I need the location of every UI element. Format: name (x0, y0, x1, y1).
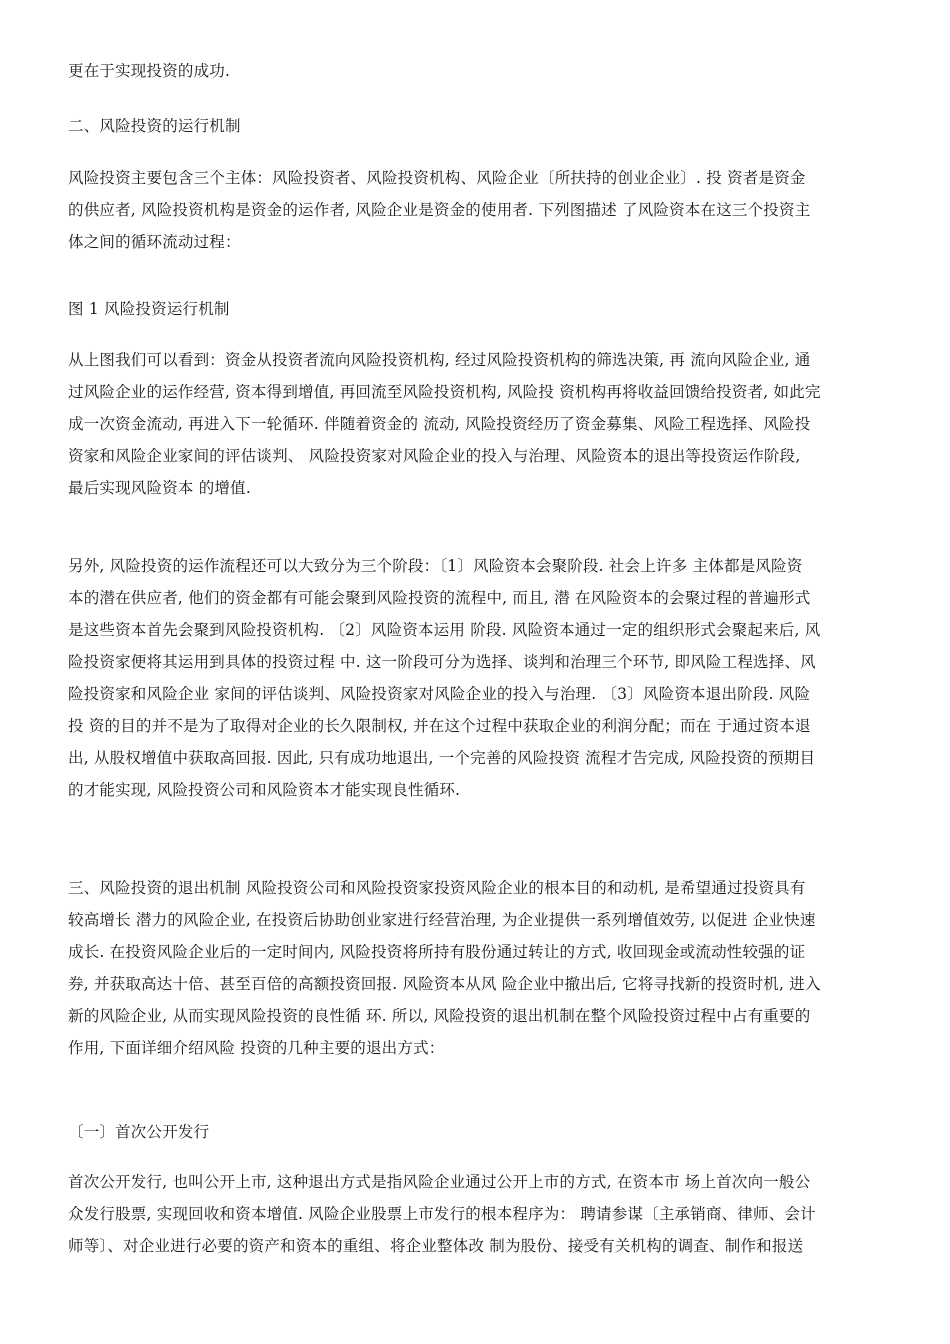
paragraph-ipo (68, 1166, 884, 1262)
paragraph-exit-mechanism (68, 872, 884, 1064)
text-line: 较高增长 潜力的风险企业, 在投资后协助创业家进行经营治理, 为企业提供一系列增值效劳, 以促进 企业快速 (68, 911, 816, 929)
text-line: 最后实现风险资本 的增值. (68, 479, 251, 497)
text-line: 首次公开发行, 也叫公开上市, 这种退出方式是指风险企业通过公开上市的方式, 在资本市 场上首次向一般公 (68, 1173, 811, 1191)
heading-text: 二、风险投资的运行机制 (68, 117, 241, 135)
paragraph-three-stages (68, 550, 884, 806)
text-line: 新的风险企业, 从而实现风险投资的良性循 环. 所以, 风险投资的退出机制在整个风险投资过程中占有重要的 (68, 1007, 811, 1025)
paragraph-three-subjects (68, 162, 884, 258)
text-line: 众发行股票, 实现回收和资本增值. 风险企业股票上市发行的根本程序为： 聘请参谋〔主承销商、律师、会计 (68, 1205, 816, 1223)
text-line: 券, 并获取高达十倍、甚至百倍的高额投资回报. 风险资本从风 险企业中撤出后, 它将寻找新的投资时机, 进入 (68, 975, 821, 993)
text-line: 险投资家便将其运用到具体的投资过程 中. 这一阶段可分为选择、谈判和治理三个环节, 即风险工程选择、风 (68, 653, 816, 671)
text-line: 从上图我们可以看到：资金从投资者流向风险投资机构, 经过风险投资机构的筛选决策, 再 流向风险企业, 通 (68, 351, 811, 369)
section-heading-operation-mechanism (68, 110, 884, 142)
text-line: 三、风险投资的退出机制 风险投资公司和风险投资家投资风险企业的根本目的和动机, 是希望通过投资具有 (68, 879, 806, 897)
text-line: 险投资家和风险企业 家间的评估谈判、风险投资家对风险企业的投入与治理. 〔3〕风险资本退出阶段. 风险 (68, 685, 811, 703)
text-line: 过风险企业的运作经营, 资本得到增值, 再回流至风险投资机构, 风险投 资机构再将收益回馈给投资者, 如此完 (68, 383, 821, 401)
text-line: 是这些资本首先会聚到风险投资机构. 〔2〕风险资本运用 阶段. 风险资本通过一定的组织形式会聚起来后, 风 (68, 621, 821, 639)
text-line: 另外, 风险投资的运作流程还可以大致分为三个阶段：〔1〕风险资本会聚阶段. 社会上许多 主体都是风险资 (68, 557, 803, 575)
text-line: 出, 从股权增值中获取高回报. 因此, 只有成功地退出, 一个完善的风险投资 流程才告完成, 风险投资的预期目 (68, 749, 816, 767)
text-line: 的才能实现, 风险投资公司和风险资本才能实现良性循环. (68, 781, 461, 799)
paragraph-intro-tail (68, 55, 884, 87)
heading-text: 〔一〕首次公开发行 (68, 1123, 210, 1141)
text-line: 成一次资金流动, 再进入下一轮循环. 伴随着资金的 流动, 风险投资经历了资金募集、风险工程选择、风险投 (68, 415, 811, 433)
text-line: 投 资的目的并不是为了取得对企业的长久限制权, 并在这个过程中获取企业的利润分配；而在 于通过资本退 (68, 717, 811, 735)
text-line: 的供应者, 风险投资机构是资金的运作者, 风险企业是资金的使用者. 下列图描述 了风险资本在这三个投资主 (68, 201, 811, 219)
text-line: 风险投资主要包含三个主体：风险投资者、风险投资机构、风险企业〔所扶持的创业企业〕. 投 资者是资金 (68, 169, 806, 187)
figure-caption (68, 293, 884, 325)
text-line: 师等〕、对企业进行必要的资产和资本的重组、将企业整体改 制为股份、接受有关机构的调查、制作和报送 (68, 1237, 804, 1255)
text-line: 资家和风险企业家间的评估谈判、 风险投资家对风险企业的投入与治理、风险资本的退出等投资运作阶段, (68, 447, 801, 465)
subsection-heading-ipo (68, 1116, 884, 1148)
text-line: 更在于实现投资的成功. (68, 62, 231, 80)
text-line: 作用, 下面详细介绍风险 投资的几种主要的退出方式： (68, 1039, 445, 1057)
text-line: 本的潜在供应者, 他们的资金都有可能会聚到风险投资的流程中, 而且, 潜 在风险资本的会聚过程的普遍形式 (68, 589, 811, 607)
text-line: 成长. 在投资风险企业后的一定时间内, 风险投资将所持有股份通过转让的方式, 收回现金或流动性较强的证 (68, 943, 806, 961)
text-line: 体之间的循环流动过程： (68, 233, 241, 251)
paragraph-fund-flow (68, 344, 884, 504)
caption-text: 图 1 风险投资运行机制 (68, 300, 230, 318)
